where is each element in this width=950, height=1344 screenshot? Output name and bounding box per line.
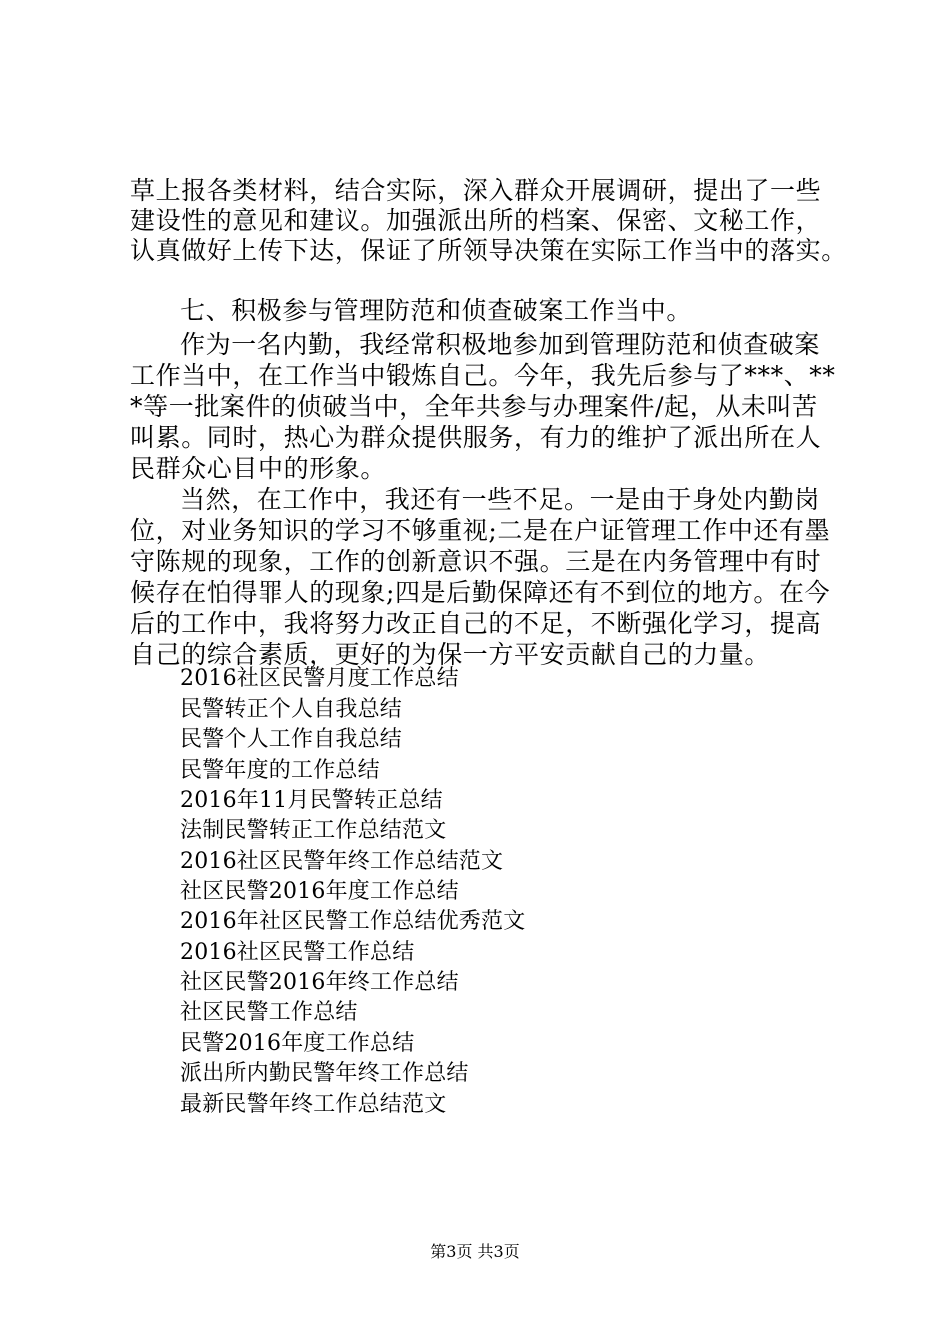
body-line: 守陈规的现象，工作的创新意识不强。三是在内务管理中有时 bbox=[130, 547, 822, 576]
related-link[interactable]: 2016社区民警年终工作总结范文 bbox=[180, 849, 504, 874]
body-line: 作为一名内勤，我经常积极地参加到管理防范和侦查破案 bbox=[180, 330, 821, 359]
related-link[interactable]: 民警个人工作自我总结 bbox=[180, 727, 403, 752]
body-line: 当然，在工作中，我还有一些不足。一是由于身处内勤岗 bbox=[180, 485, 821, 514]
related-link[interactable]: 2016社区民警工作总结 bbox=[180, 940, 415, 965]
related-link[interactable]: 派出所内勤民警年终工作总结 bbox=[180, 1061, 469, 1086]
body-line: 认真做好上传下达，保证了所领导决策在实际工作当中的落实。 bbox=[130, 236, 847, 265]
body-line: 工作当中，在工作当中锻炼自己。今年，我先后参与了***、** bbox=[130, 361, 836, 390]
related-link[interactable]: 2016年11月民警转正总结 bbox=[180, 788, 443, 813]
page-number: 第3页 共3页 bbox=[430, 1242, 520, 1261]
body-line: 民群众心目中的形象。 bbox=[130, 454, 387, 483]
related-link[interactable]: 社区民警2016年终工作总结 bbox=[180, 970, 459, 995]
related-link[interactable]: 2016年社区民警工作总结优秀范文 bbox=[180, 909, 526, 934]
related-link[interactable]: 民警年度的工作总结 bbox=[180, 758, 380, 783]
body-line: 自己的综合素质，更好的为保一方平安贡献自己的力量。 bbox=[130, 640, 771, 669]
body-line: *等一批案件的侦破当中，全年共参与办理案件/起，从未叫苦 bbox=[130, 392, 818, 421]
related-link[interactable]: 民警转正个人自我总结 bbox=[180, 697, 403, 722]
related-link[interactable]: 社区民警2016年度工作总结 bbox=[180, 879, 459, 904]
body-line: 后的工作中，我将努力改正自己的不足，不断强化学习，提高 bbox=[130, 609, 822, 638]
related-link[interactable]: 社区民警工作总结 bbox=[180, 1000, 358, 1025]
related-link[interactable]: 法制民警转正工作总结范文 bbox=[180, 818, 447, 843]
related-link[interactable]: 2016社区民警月度工作总结 bbox=[180, 666, 459, 691]
body-line: 候存在怕得罪人的现象;四是后勤保障还有不到位的地方。在今 bbox=[130, 578, 831, 607]
body-line: 建设性的意见和建议。加强派出所的档案、保密、文秘工作， bbox=[130, 206, 822, 235]
body-line: 草上报各类材料，结合实际，深入群众开展调研，提出了一些 bbox=[130, 176, 822, 205]
related-link[interactable]: 最新民警年终工作总结范文 bbox=[180, 1092, 447, 1117]
section-heading: 七、积极参与管理防范和侦查破案工作当中。 bbox=[180, 296, 693, 325]
body-line: 位，对业务知识的学习不够重视;二是在户证管理工作中还有墨 bbox=[130, 516, 831, 545]
body-line: 叫累。同时，热心为群众提供服务，有力的维护了派出所在人 bbox=[130, 423, 822, 452]
related-link[interactable]: 民警2016年度工作总结 bbox=[180, 1031, 415, 1056]
